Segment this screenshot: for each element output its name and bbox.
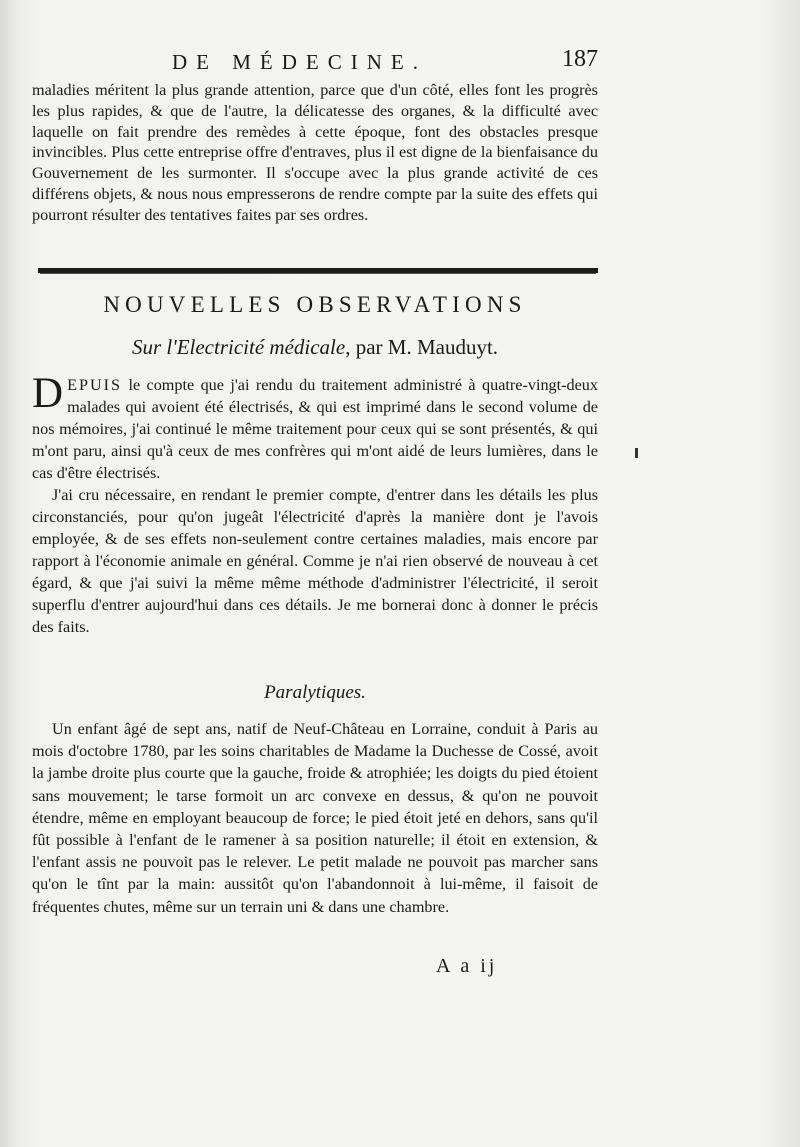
printer-signature: A a ij xyxy=(436,955,498,977)
paragraph-2: J'ai cru nécessaire, en rendant le premier compte, d'entrer dans les détails les plus circonstanciés, pour qu'on jugeât l'électricité d'après la manière dont je l'avois employée, & de ses effets non-seulement contre certaines maladies, mais encore par rapport à l'économie animale en général. Comme je n'ai rien observé de nouveau à cet égard, & que j'ai suivi la même même méthode d'administrer l'électricité, il seroit superflu d'entrer aujourd'hui dans ces détails. Je me bornerai donc à donner le précis des faits. xyxy=(32,486,598,636)
section-heading: Paralytiques. xyxy=(264,682,366,703)
article-body-part2 xyxy=(32,718,598,918)
paragraph-1 xyxy=(32,370,598,484)
paragraph-1-smallcaps: EPUIS xyxy=(67,376,123,394)
page-number: 187 xyxy=(562,46,598,72)
paragraph-3: Un enfant âgé de sept ans, natif de Neuf-Château en Lorraine, conduit à Paris au mois d'octobre 1780, par les soins charitables de Madame la Duchesse de Cossé, avoit la jambe droite plus courte que la gauche, froide & atrophiée; les doigts du pied étoient sans mouvement; le tarse formoit un arc convexe en dessus, & qu'on ne pouvoit étendre, même en employant beaucoup de force; le pied étoit jeté en dehors, sans qu'il fût possible à l'enfant de le ramener à sa position naturelle; il étoit en extension, & l'enfant assis ne pouvoit pas le relever. Le petit malade ne pouvoit pas marcher sans qu'on le tînt par la main: aussitôt qu'on l'abandonnoit à lui-même, il faisoit de fréquentes chutes, même sur un terrain uni & dans une chambre. xyxy=(32,720,598,916)
section-divider xyxy=(38,268,598,273)
article-subtitle-author: , par M. Mauduyt. xyxy=(345,335,499,359)
paragraph-1-text: le compte que j'ai rendu du traitement administré à quatre-vingt-deux malades qui avoient été électrisés, & qui est imprimé dans le second volume de nos mémoires, j'ai continué le même traitement pour ceux qui se sont présentés, & qui m'ont paru, ainsi qu'à ceux de mes confrères qui m'ont aidé de leurs lumières, dans le cas d'être électrisés. xyxy=(32,376,598,482)
drop-cap: D xyxy=(32,370,64,417)
article-body-part1 xyxy=(32,370,598,638)
running-head: DE MÉDECINE. xyxy=(172,50,427,74)
intro-paragraph: maladies méritent la plus grande attention, parce que d'un côté, elles font les progrès les plus rapides, & que de l'autre, la délicatesse des organes, & la difficulté avec laquelle on fait prendre des remèdes à cette époque, font des obstacles presque invincibles. Plus cette entreprise offre d'entraves, plus il est digne de la bienfaisance du Gouvernement de les surmonter. Il s'occupe avec la plus grande activité de ces différens objets, & nous nous empresserons de rendre compte par la suite des effets qui pourront résulter des tentatives faites par ses ordres. xyxy=(32,81,598,224)
page-header xyxy=(32,46,598,78)
article-title: NOUVELLES OBSERVATIONS xyxy=(103,292,527,317)
margin-mark xyxy=(635,448,638,458)
article-subtitle-italic: Sur l'Electricité médicale xyxy=(131,335,346,359)
article-subtitle xyxy=(32,335,598,360)
